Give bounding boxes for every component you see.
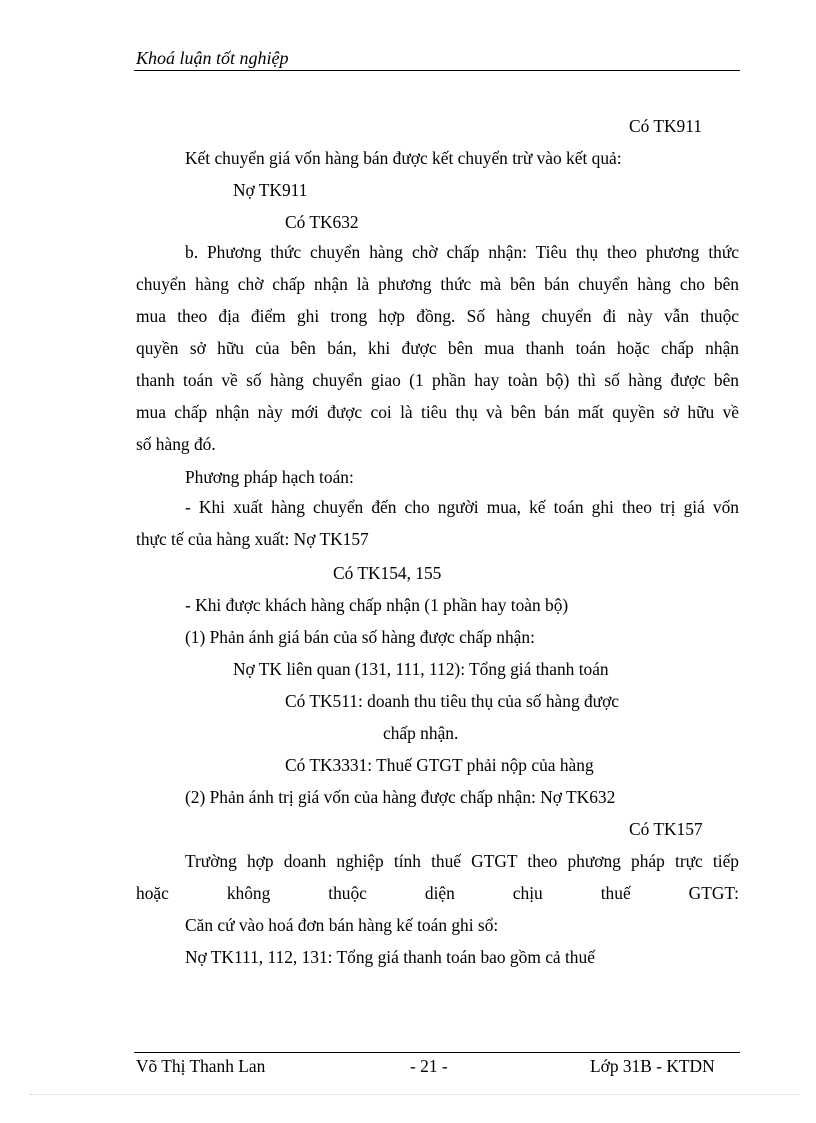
text-line: Nợ TK111, 112, 131: Tổng giá thanh toán bao gồm cả thuế [185,947,595,967]
text-line: Có TK154, 155 [333,563,442,583]
text-line: Có TK157 [629,819,703,839]
header-title: Khoá luận tốt nghiệp [136,48,289,68]
word: thuộc [328,883,367,903]
text-line: - Khi xuất hàng chuyển đến cho người mua, kế toán ghi theo trị giá vốn [185,497,739,517]
header-rule [134,70,740,71]
footer-rule [134,1052,740,1053]
paragraph-line: quyền sở hữu của bên bán, khi được bên mua thanh toán hoặc chấp nhận [136,338,739,358]
word: không [226,883,271,903]
page-edge-divider [30,1094,800,1095]
word: chịu [512,883,543,903]
word: hoặc [136,883,169,903]
footer-author: Võ Thị Thanh Lan [136,1056,266,1076]
word: diện [424,883,455,903]
paragraph-line: b. Phương thức chuyển hàng chờ chấp nhận: Tiêu thụ theo phương thức [185,242,739,262]
text-line: chấp nhận. [383,723,459,743]
paragraph-line: số hàng đó. [136,434,216,454]
text-line: Có TK911 [629,116,702,136]
paragraph-line: thanh toán về số hàng chuyển giao (1 phần hay toàn bộ) thì số hàng được bên [136,370,739,390]
text-line: Trường hợp doanh nghiệp tính thuế GTGT theo phương pháp trực tiếp [185,851,739,871]
text-line: - Khi được khách hàng chấp nhận (1 phần hay toàn bộ) [185,595,569,615]
paragraph-line: mua theo địa điểm ghi trong hợp đồng. Số hàng chuyển đi này vẫn thuộc [136,306,739,326]
text-line: Nợ TK liên quan (131, 111, 112): Tổng giá thanh toán [233,659,609,679]
text-line: Có TK511: doanh thu tiêu thụ của số hàng được [285,691,620,711]
text-line: (1) Phản ánh giá bán của số hàng được chấp nhận: [185,627,535,647]
footer-class: Lớp 31B - KTDN [590,1056,715,1076]
word: GTGT: [688,883,739,903]
text-line: Căn cứ vào hoá đơn bán hàng kế toán ghi sổ: [185,915,499,935]
paragraph-line: chuyển hàng chờ chấp nhận là phương thức mà bên bán chuyển hàng cho bên [136,274,739,294]
text-line: Phương pháp hạch toán: [185,467,354,487]
text-line: Có TK3331: Thuế GTGT phải nộp của hàng [285,755,594,775]
text-line: (2) Phản ánh trị giá vốn của hàng được chấp nhận: Nợ TK632 [185,787,616,807]
spread-line [136,883,739,903]
word: thuế [600,883,631,903]
text-line: Có TK632 [285,212,359,232]
text-line: Nợ TK911 [233,180,308,200]
page-number: - 21 - [410,1056,448,1076]
text-line: Kết chuyển giá vốn hàng bán được kết chuyển trừ vào kết quả: [185,148,622,168]
paragraph-line: mua chấp nhận này mới được coi là tiêu thụ và bên bán mất quyền sở hữu về [136,402,739,422]
text-line: thực tế của hàng xuất: Nợ TK157 [136,529,369,549]
